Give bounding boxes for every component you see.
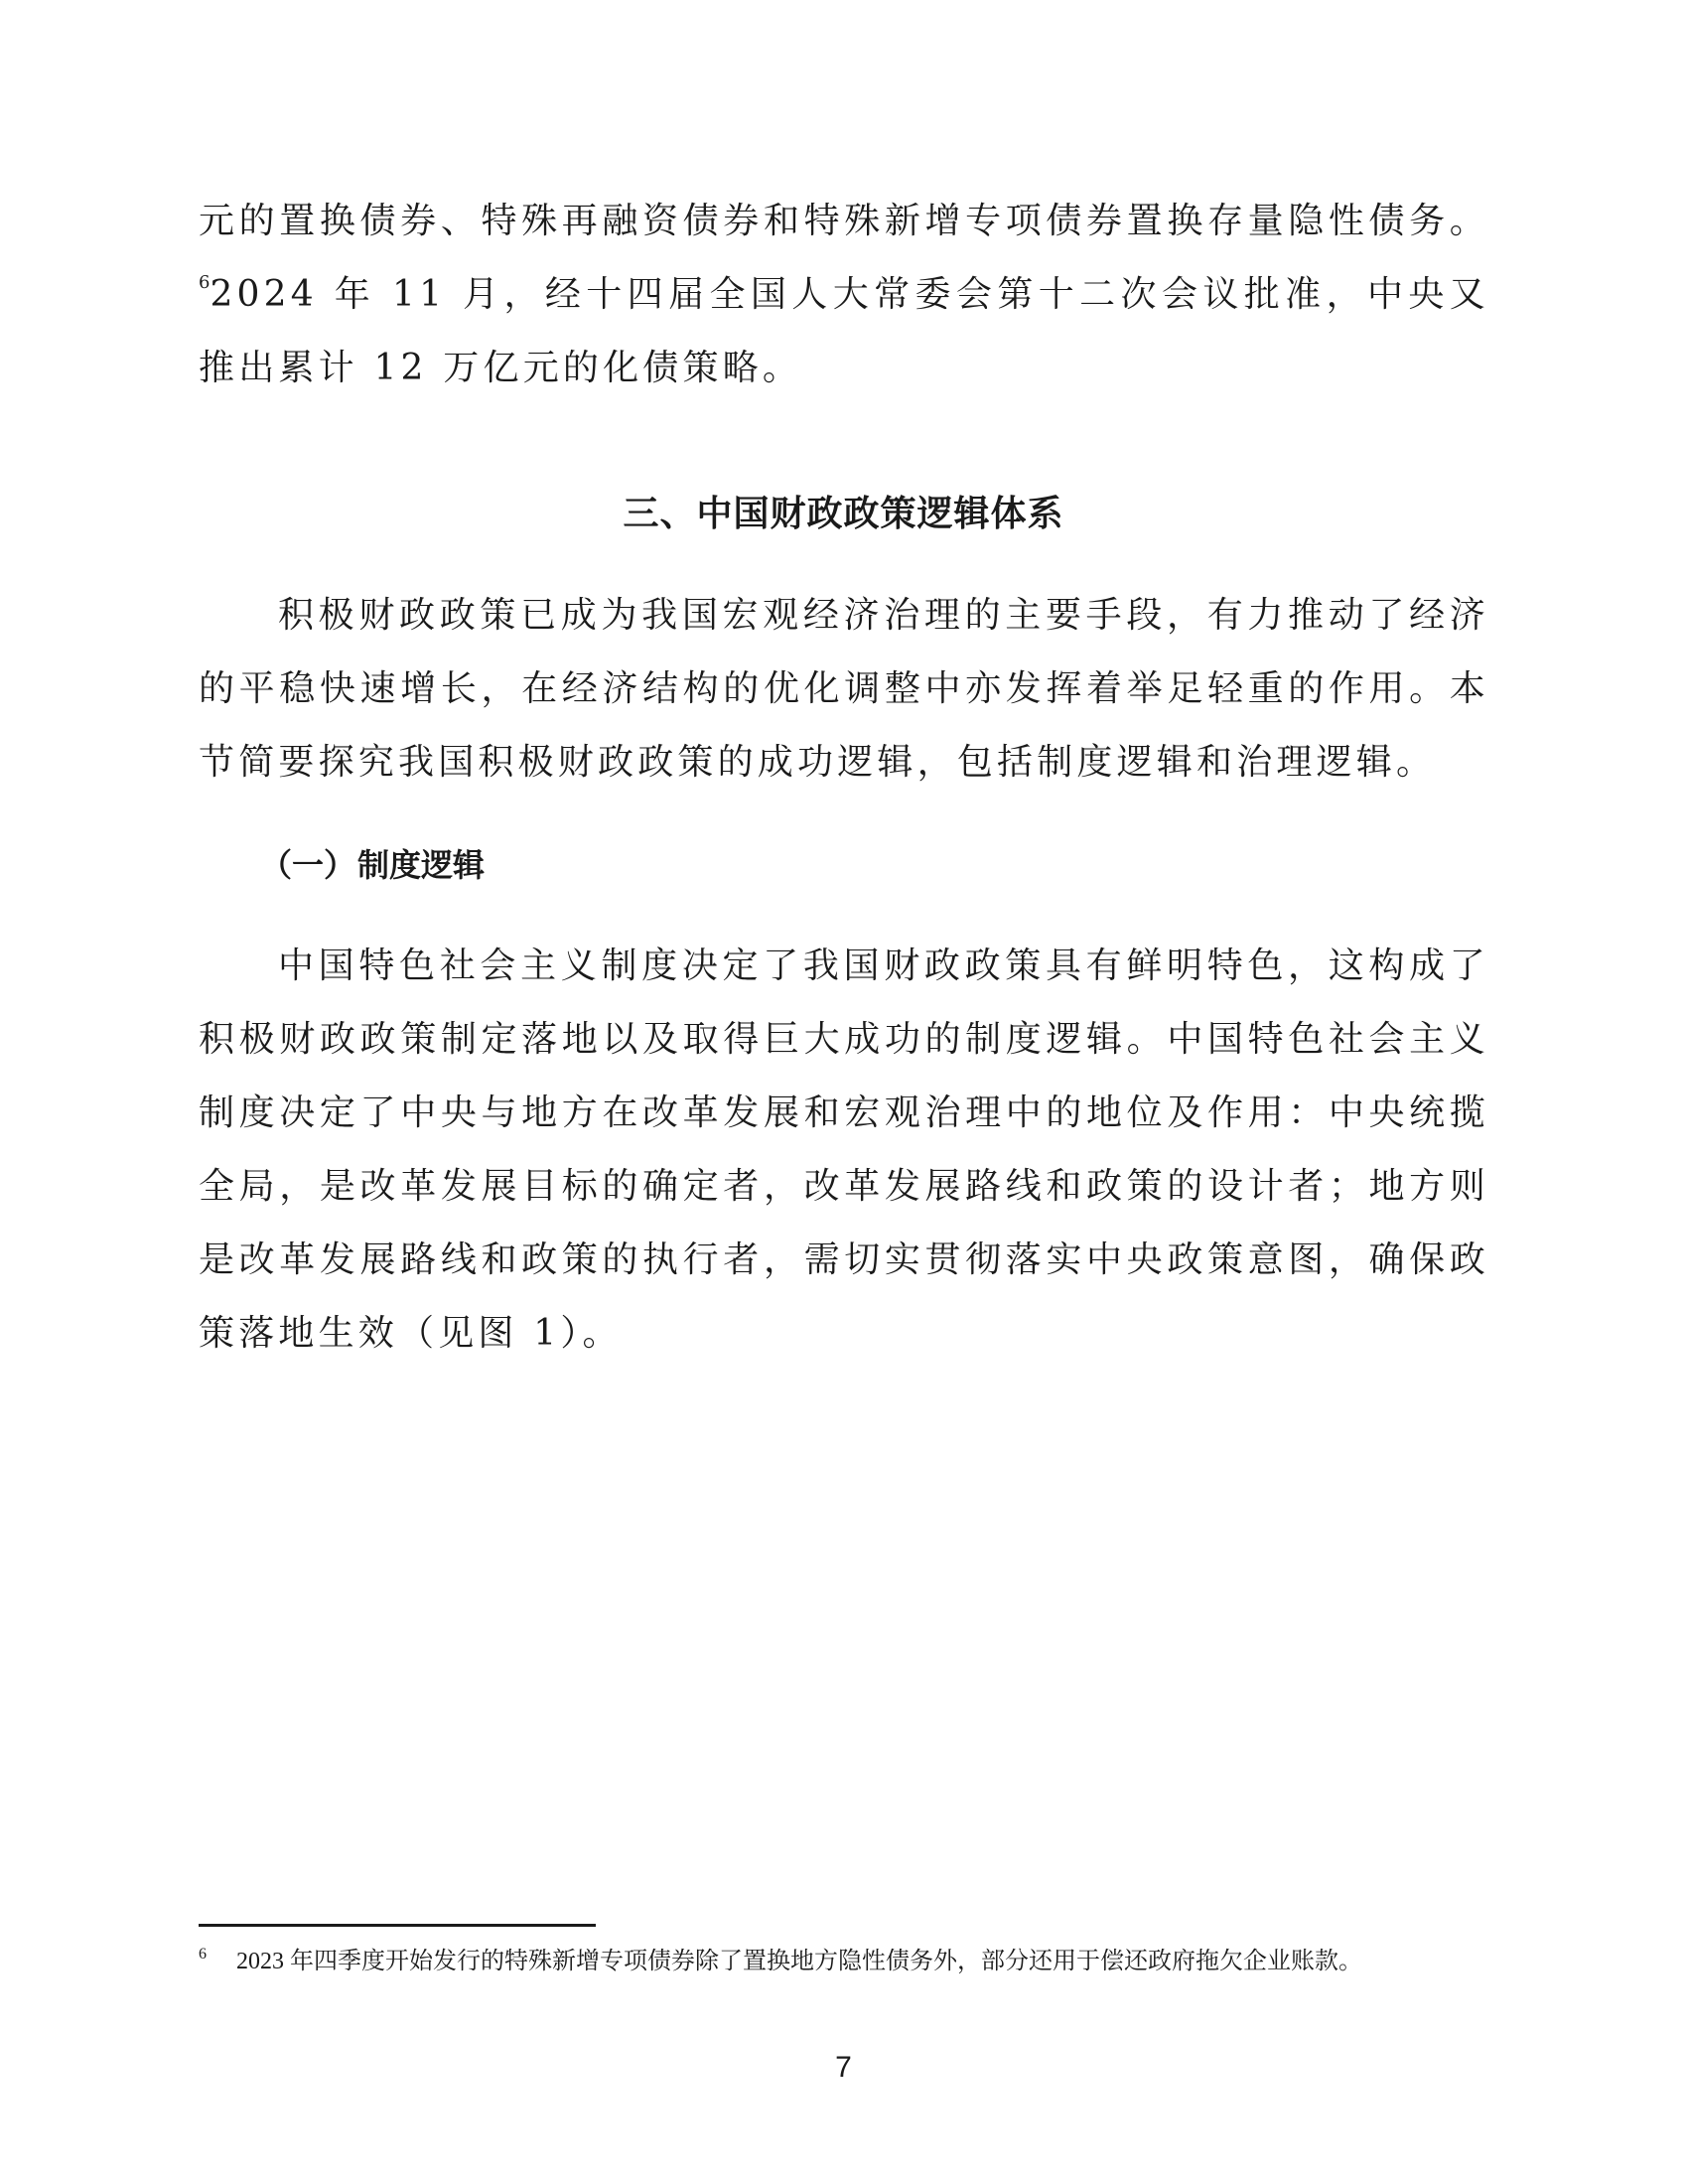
continuation-paragraph bbox=[199, 185, 1489, 405]
subsection-title: 制度逻辑 bbox=[357, 846, 486, 884]
footnote: 6 2023 年四季度开始发行的特殊新增专项债券除了置换地方隐性债务外，部分还用于偿还政府拖欠企业账款。 bbox=[199, 1946, 1362, 1974]
footnote-reference[interactable]: 6 bbox=[199, 272, 211, 293]
subsection-heading bbox=[260, 840, 485, 890]
page-number: 7 bbox=[835, 2051, 852, 2084]
section-intro-paragraph: 积极财政政策已成为我国宏观经济治理的主要手段，有力推动了经济的平稳快速增长，在经济结构的优化调整中亦发挥着举足轻重的作用。本节简要探究我国积极财政政策的成功逻辑，包括制度逻辑和治理逻辑。 bbox=[199, 595, 1489, 783]
footnote-separator bbox=[199, 1924, 596, 1927]
subsection-body-paragraph: 中国特色社会主义制度决定了我国财政政策具有鲜明特色，这构成了积极财政政策制定落地以及取得巨大成功的制度逻辑。中国特色社会主义制度决定了中央与地方在改革发展和宏观治理中的地位及作用：中央统揽全局，是改革发展目标的确定者，改革发展路线和政策的设计者；地方则是改革发展路线和政策的执行者，需切实贯彻落实中央政策意图，确保政策落地生效（见图 1）。 bbox=[199, 946, 1489, 1354]
paragraph-text-before-ref: 元的置换债券、特殊再融资债券和特殊新增专项债券置换存量隐性债务。 bbox=[199, 201, 1489, 241]
footnote-text: 2023 年四季度开始发行的特殊新增专项债券除了置换地方隐性债务外，部分还用于偿还政府拖欠企业账款。 bbox=[236, 1949, 1362, 1974]
subsection-number: （一） bbox=[260, 846, 356, 884]
section-title: 三、中国财政政策逻辑体系 bbox=[623, 494, 1064, 534]
paragraph-text-after-ref: 2024 年 11 月，经十四届全国人大常委会第十二次会议批准，中央又推出累计 12 万亿元的化债策略。 bbox=[199, 274, 1489, 388]
